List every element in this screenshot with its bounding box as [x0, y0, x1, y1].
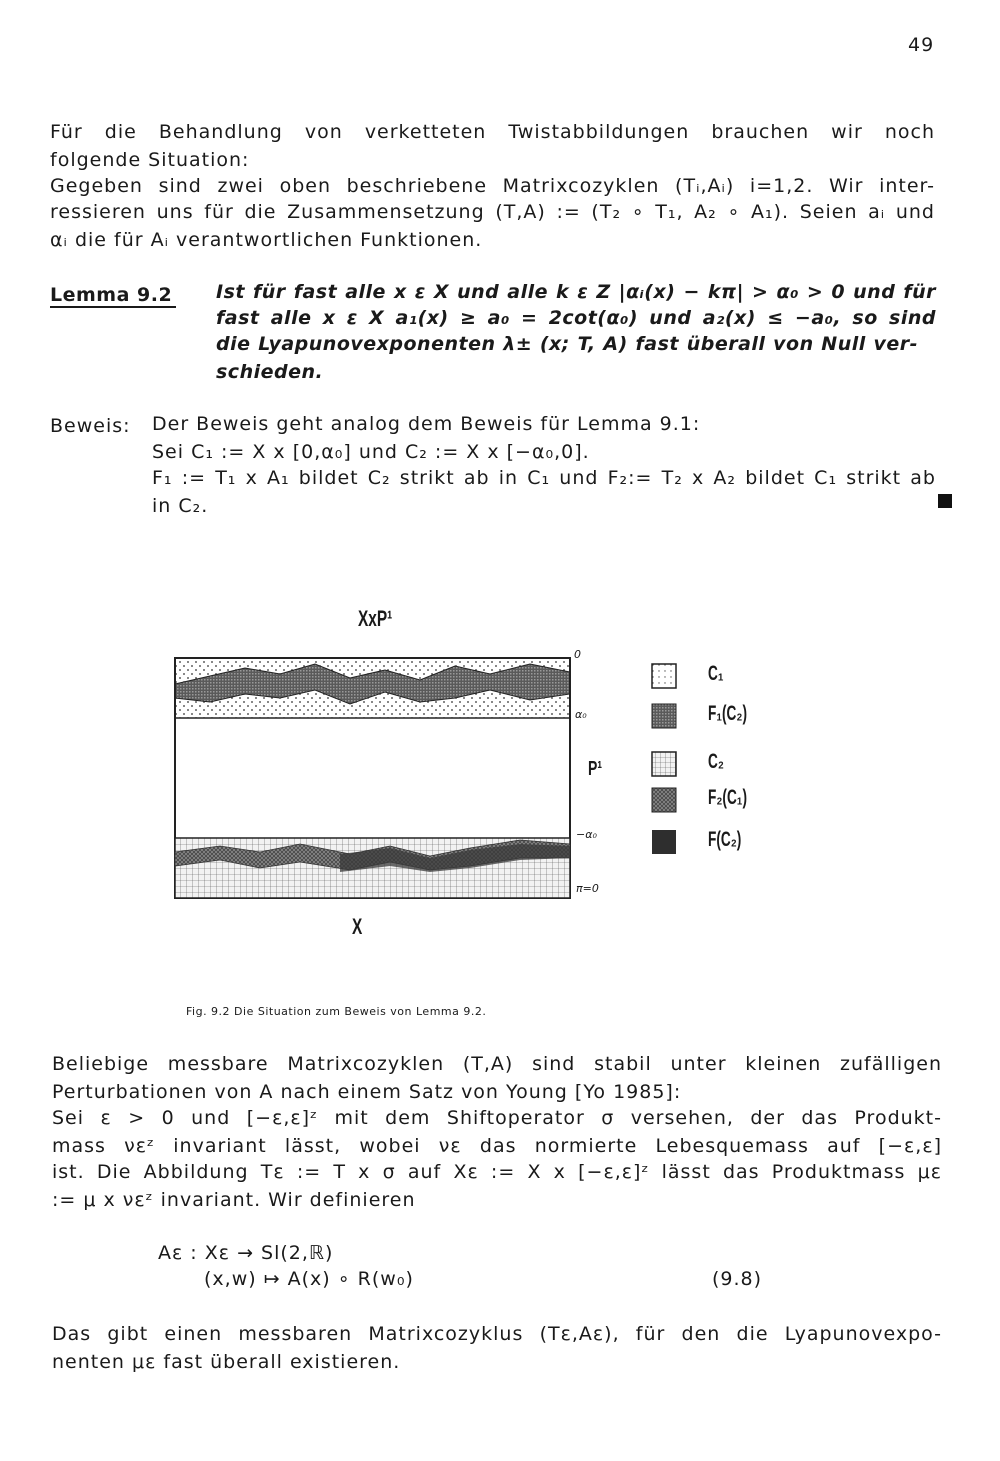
- intro-line-5: αᵢ die für Aᵢ verantwortlichen Funktionen.: [50, 229, 483, 251]
- lemma-line-2: fast alle x ε X a₁(x) ≥ a₀ = 2cot(α₀) und a₂(x) ≤ −a₀, so sind: [216, 307, 936, 329]
- legend-label-c1: C₁: [708, 662, 724, 685]
- proof-line-4: in C₂.: [152, 495, 209, 517]
- intro-line-2: folgende Situation:: [50, 149, 250, 171]
- figure-caption: Fig. 9.2 Die Situation zum Beweis von Lemma 9.2.: [186, 1005, 487, 1018]
- legend-swatches: [650, 662, 680, 862]
- tick-pi: π=0: [576, 882, 599, 895]
- tick-neg-alpha: −α₀: [576, 828, 597, 841]
- figure-right-label: P¹: [588, 758, 602, 780]
- figure-top-label: XxP¹: [358, 606, 393, 631]
- legend-swatch-c2: [652, 752, 676, 776]
- tick-alpha: α₀: [575, 708, 587, 721]
- closing-line-1: Das gibt einen messbaren Matrixcozyklus (Tε,Aε), für den die Lyapunovexpo-: [52, 1323, 942, 1345]
- lemma-label: Lemma 9.2: [50, 284, 173, 306]
- closing-line-2: nenten με fast überall existieren.: [52, 1351, 401, 1373]
- lemma-line-1: Ist für fast alle x ε X und alle k ε Z |αᵢ(x) − kπ| > α₀ > 0 und für: [216, 281, 936, 303]
- proof-label: Beweis:: [50, 415, 131, 437]
- formula-line-1: Aε : Xε → Sl(2,ℝ): [158, 1242, 334, 1264]
- legend-swatch-f1-c2: [652, 704, 676, 728]
- legend-label-f2-c1: F₂(C₁): [708, 786, 747, 809]
- young-line-5: ist. Die Abbildung Tε := T x σ auf Xε := X x [−ε,ε]ᶻ lässt das Produktmass με: [52, 1161, 942, 1183]
- proof-line-3: F₁ := T₁ x A₁ bildet C₂ strikt ab in C₁ und F₂:= T₂ x A₂ bildet C₁ strikt ab: [152, 467, 936, 489]
- young-line-2: Perturbationen von A nach einem Satz von Young [Yo 1985]:: [52, 1081, 682, 1103]
- young-line-4: mass νεᶻ invariant lässt, wobei νε das normierte Lebesquemass auf [−ε,ε]: [52, 1135, 942, 1157]
- figure-bottom-label: X: [352, 914, 363, 939]
- proof-line-2: Sei C₁ := X x [0,α₀] und C₂ := X x [−α₀,0].: [152, 441, 590, 463]
- intro-line-4: ressieren uns für die Zusammensetzung (T,A) := (T₂ ∘ T₁, A₂ ∘ A₁). Seien aᵢ und: [50, 201, 935, 223]
- tick-zero: 0: [574, 648, 581, 661]
- page-number: 49: [908, 34, 935, 56]
- lemma-underline: [50, 306, 176, 308]
- lemma-line-3: die Lyapunovexponenten λ± (x; T, A) fast überall von Null ver-: [216, 333, 918, 355]
- legend-label-c2: C₂: [708, 750, 724, 773]
- legend-label-f1-c2: F₁(C₂): [708, 702, 747, 725]
- intro-line-3: Gegeben sind zwei oben beschriebene Matrixcozyklen (Tᵢ,Aᵢ) i=1,2. Wir inter-: [50, 175, 935, 197]
- legend-label-f-c2: F(C₂): [708, 828, 742, 851]
- qed-square: [938, 494, 952, 508]
- proof-line-1: Der Beweis geht analog dem Beweis für Lemma 9.1:: [152, 413, 701, 435]
- young-line-1: Beliebige messbare Matrixcozyklen (T,A) sind stabil unter kleinen zufälligen: [52, 1053, 942, 1075]
- lemma-line-4: schieden.: [216, 361, 324, 383]
- formula-number: (9.8): [712, 1268, 763, 1290]
- legend-swatch-c1: [652, 664, 676, 688]
- young-line-6: := μ x νεᶻ invariant. Wir definieren: [52, 1189, 416, 1211]
- intro-line-1: Für die Behandlung von verketteten Twistabbildungen brauchen wir noch: [50, 121, 935, 143]
- legend-swatch-f2-c1: [652, 788, 676, 812]
- young-line-3: Sei ε > 0 und [−ε,ε]ᶻ mit dem Shiftoperator σ versehen, der das Produkt-: [52, 1107, 942, 1129]
- legend-swatch-f-c2: [652, 830, 676, 854]
- formula-line-2: (x,w) ↦ A(x) ∘ R(w₀): [204, 1268, 414, 1290]
- figure-diagram: [150, 640, 590, 910]
